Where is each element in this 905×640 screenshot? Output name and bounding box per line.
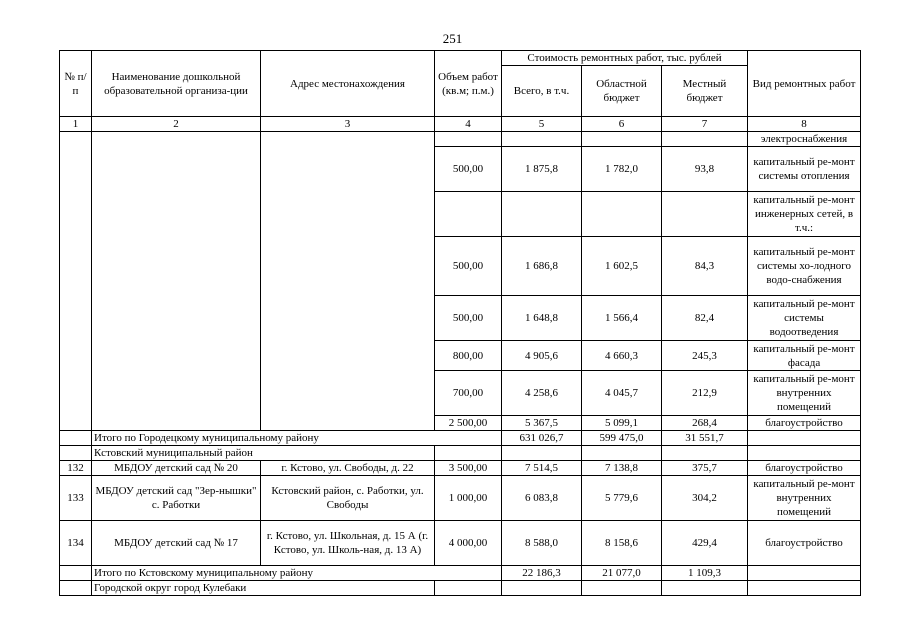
- regional-cell: 4 660,3: [582, 341, 662, 371]
- volume-cell: 500,00: [435, 237, 502, 296]
- column-number: 2: [92, 117, 261, 132]
- total-cell: 5 367,5: [502, 416, 582, 431]
- address-cell: г. Кстово, ул. Свободы, д. 22: [261, 461, 435, 476]
- volume-cell: 1 000,00: [435, 476, 502, 521]
- work-type-cell: благоустройство: [748, 461, 861, 476]
- volume-cell: 500,00: [435, 296, 502, 341]
- column-number: 3: [261, 117, 435, 132]
- volume-cell: 2 500,00: [435, 416, 502, 431]
- work-type-cell: [748, 581, 861, 596]
- local-cell: 429,4: [662, 521, 748, 566]
- no-cell: [60, 446, 92, 461]
- volume-cell: [435, 192, 502, 237]
- no-cell: [60, 132, 92, 431]
- regional-cell: [582, 446, 662, 461]
- local-cell: [662, 581, 748, 596]
- local-cell: 84,3: [662, 237, 748, 296]
- regional-cell: [582, 581, 662, 596]
- volume-cell: 800,00: [435, 341, 502, 371]
- column-number: 1: [60, 117, 92, 132]
- local-cell: [662, 446, 748, 461]
- total-cell: 1 875,8: [502, 147, 582, 192]
- local-cell: [662, 192, 748, 237]
- district-section-row: [60, 446, 861, 461]
- no-cell: [60, 431, 92, 446]
- no-cell: 133: [60, 476, 92, 521]
- local-cell: 93,8: [662, 147, 748, 192]
- no-cell: 132: [60, 461, 92, 476]
- local-cell: 268,4: [662, 416, 748, 431]
- regional-cell: 1 566,4: [582, 296, 662, 341]
- work-type-cell: [748, 431, 861, 446]
- regional-cell: 4 045,7: [582, 371, 662, 416]
- table-row: [60, 132, 861, 147]
- district-section-label: Городской округ город Кулебаки: [92, 581, 435, 596]
- local-cell: 212,9: [662, 371, 748, 416]
- district-total-label: Итого по Городецкому муниципальному району: [92, 431, 502, 446]
- table-row: [60, 476, 861, 521]
- work-type-cell: благоустройство: [748, 416, 861, 431]
- address-cell: Кстовский район, с. Работки, ул. Свободы: [261, 476, 435, 521]
- column-number: 8: [748, 117, 861, 132]
- total-cell: [502, 132, 582, 147]
- repair-works-table: [59, 50, 861, 596]
- local-cell: 31 551,7: [662, 431, 748, 446]
- total-cell: 1 686,8: [502, 237, 582, 296]
- work-type-cell: капитальный ре-монт фасада: [748, 341, 861, 371]
- local-cell: 304,2: [662, 476, 748, 521]
- regional-cell: [582, 132, 662, 147]
- volume-cell: [435, 581, 502, 596]
- work-type-cell: [748, 446, 861, 461]
- total-cell: 631 026,7: [502, 431, 582, 446]
- volume-cell: 700,00: [435, 371, 502, 416]
- header-total: Всего, в т.ч.: [502, 66, 582, 117]
- column-number: 5: [502, 117, 582, 132]
- total-cell: [502, 581, 582, 596]
- work-type-cell: благоустройство: [748, 521, 861, 566]
- work-type-cell: капитальный ре-монт инженерных сетей, в т.ч.:: [748, 192, 861, 237]
- total-cell: 1 648,8: [502, 296, 582, 341]
- header-regional-budget: Областной бюджет: [582, 66, 662, 117]
- table-row: [60, 461, 861, 476]
- name-cell: МБДОУ детский сад "Зер-нышки" с. Работки: [92, 476, 261, 521]
- header-address: Адрес местонахождения: [261, 51, 435, 117]
- volume-cell: 500,00: [435, 147, 502, 192]
- name-cell: МБДОУ детский сад № 17: [92, 521, 261, 566]
- no-cell: [60, 566, 92, 581]
- work-type-cell: электроснабжения: [748, 132, 861, 147]
- regional-cell: 599 475,0: [582, 431, 662, 446]
- volume-cell: 3 500,00: [435, 461, 502, 476]
- district-total-label: Итого по Кстовскому муниципальному району: [92, 566, 502, 581]
- local-cell: 1 109,3: [662, 566, 748, 581]
- column-number: 7: [662, 117, 748, 132]
- regional-cell: [582, 192, 662, 237]
- no-cell: 134: [60, 521, 92, 566]
- column-number: 4: [435, 117, 502, 132]
- local-cell: 245,3: [662, 341, 748, 371]
- regional-cell: 5 099,1: [582, 416, 662, 431]
- header-cost-group: Стоимость ремонтных работ, тыс. рублей: [502, 51, 748, 66]
- district-total-row: [60, 431, 861, 446]
- regional-cell: 7 138,8: [582, 461, 662, 476]
- regional-cell: 1 602,5: [582, 237, 662, 296]
- name-cell: [92, 132, 261, 431]
- header-work-type: Вид ремонтных работ: [748, 51, 861, 117]
- address-cell: [261, 132, 435, 431]
- header-number: № п/п: [60, 51, 92, 117]
- page-number: 251: [442, 31, 463, 46]
- work-type-cell: [748, 566, 861, 581]
- total-cell: [502, 192, 582, 237]
- regional-cell: 1 782,0: [582, 147, 662, 192]
- work-type-cell: капитальный ре-монт внутренних помещений: [748, 371, 861, 416]
- volume-cell: [435, 132, 502, 147]
- total-cell: 22 186,3: [502, 566, 582, 581]
- total-cell: 4 905,6: [502, 341, 582, 371]
- district-section-row: [60, 581, 861, 596]
- name-cell: МБДОУ детский сад № 20: [92, 461, 261, 476]
- total-cell: [502, 446, 582, 461]
- work-type-cell: капитальный ре-монт системы отопления: [748, 147, 861, 192]
- header-local-budget: Местный бюджет: [662, 66, 748, 117]
- no-cell: [60, 581, 92, 596]
- work-type-cell: капитальный ре-монт системы водоотведения: [748, 296, 861, 341]
- total-cell: 6 083,8: [502, 476, 582, 521]
- table-row: [60, 521, 861, 566]
- volume-cell: [435, 446, 502, 461]
- local-cell: [662, 132, 748, 147]
- work-type-cell: капитальный ре-монт системы хо-лодного водо-снабжения: [748, 237, 861, 296]
- regional-cell: 5 779,6: [582, 476, 662, 521]
- total-cell: 8 588,0: [502, 521, 582, 566]
- header-volume: Объем работ (кв.м; п.м.): [435, 51, 502, 117]
- column-number-row: [60, 117, 861, 132]
- volume-cell: 4 000,00: [435, 521, 502, 566]
- regional-cell: 21 077,0: [582, 566, 662, 581]
- total-cell: 4 258,6: [502, 371, 582, 416]
- local-cell: 375,7: [662, 461, 748, 476]
- column-number: 6: [582, 117, 662, 132]
- district-total-row: [60, 566, 861, 581]
- district-section-label: Кстовский муниципальный район: [92, 446, 435, 461]
- total-cell: 7 514,5: [502, 461, 582, 476]
- header-organization-name: Наименование дошкольной образовательной организа-ции: [92, 51, 261, 117]
- work-type-cell: капитальный ре-монт внутренних помещений: [748, 476, 861, 521]
- regional-cell: 8 158,6: [582, 521, 662, 566]
- address-cell: г. Кстово, ул. Школьная, д. 15 А (г. Кстово, ул. Школь-ная, д. 13 А): [261, 521, 435, 566]
- local-cell: 82,4: [662, 296, 748, 341]
